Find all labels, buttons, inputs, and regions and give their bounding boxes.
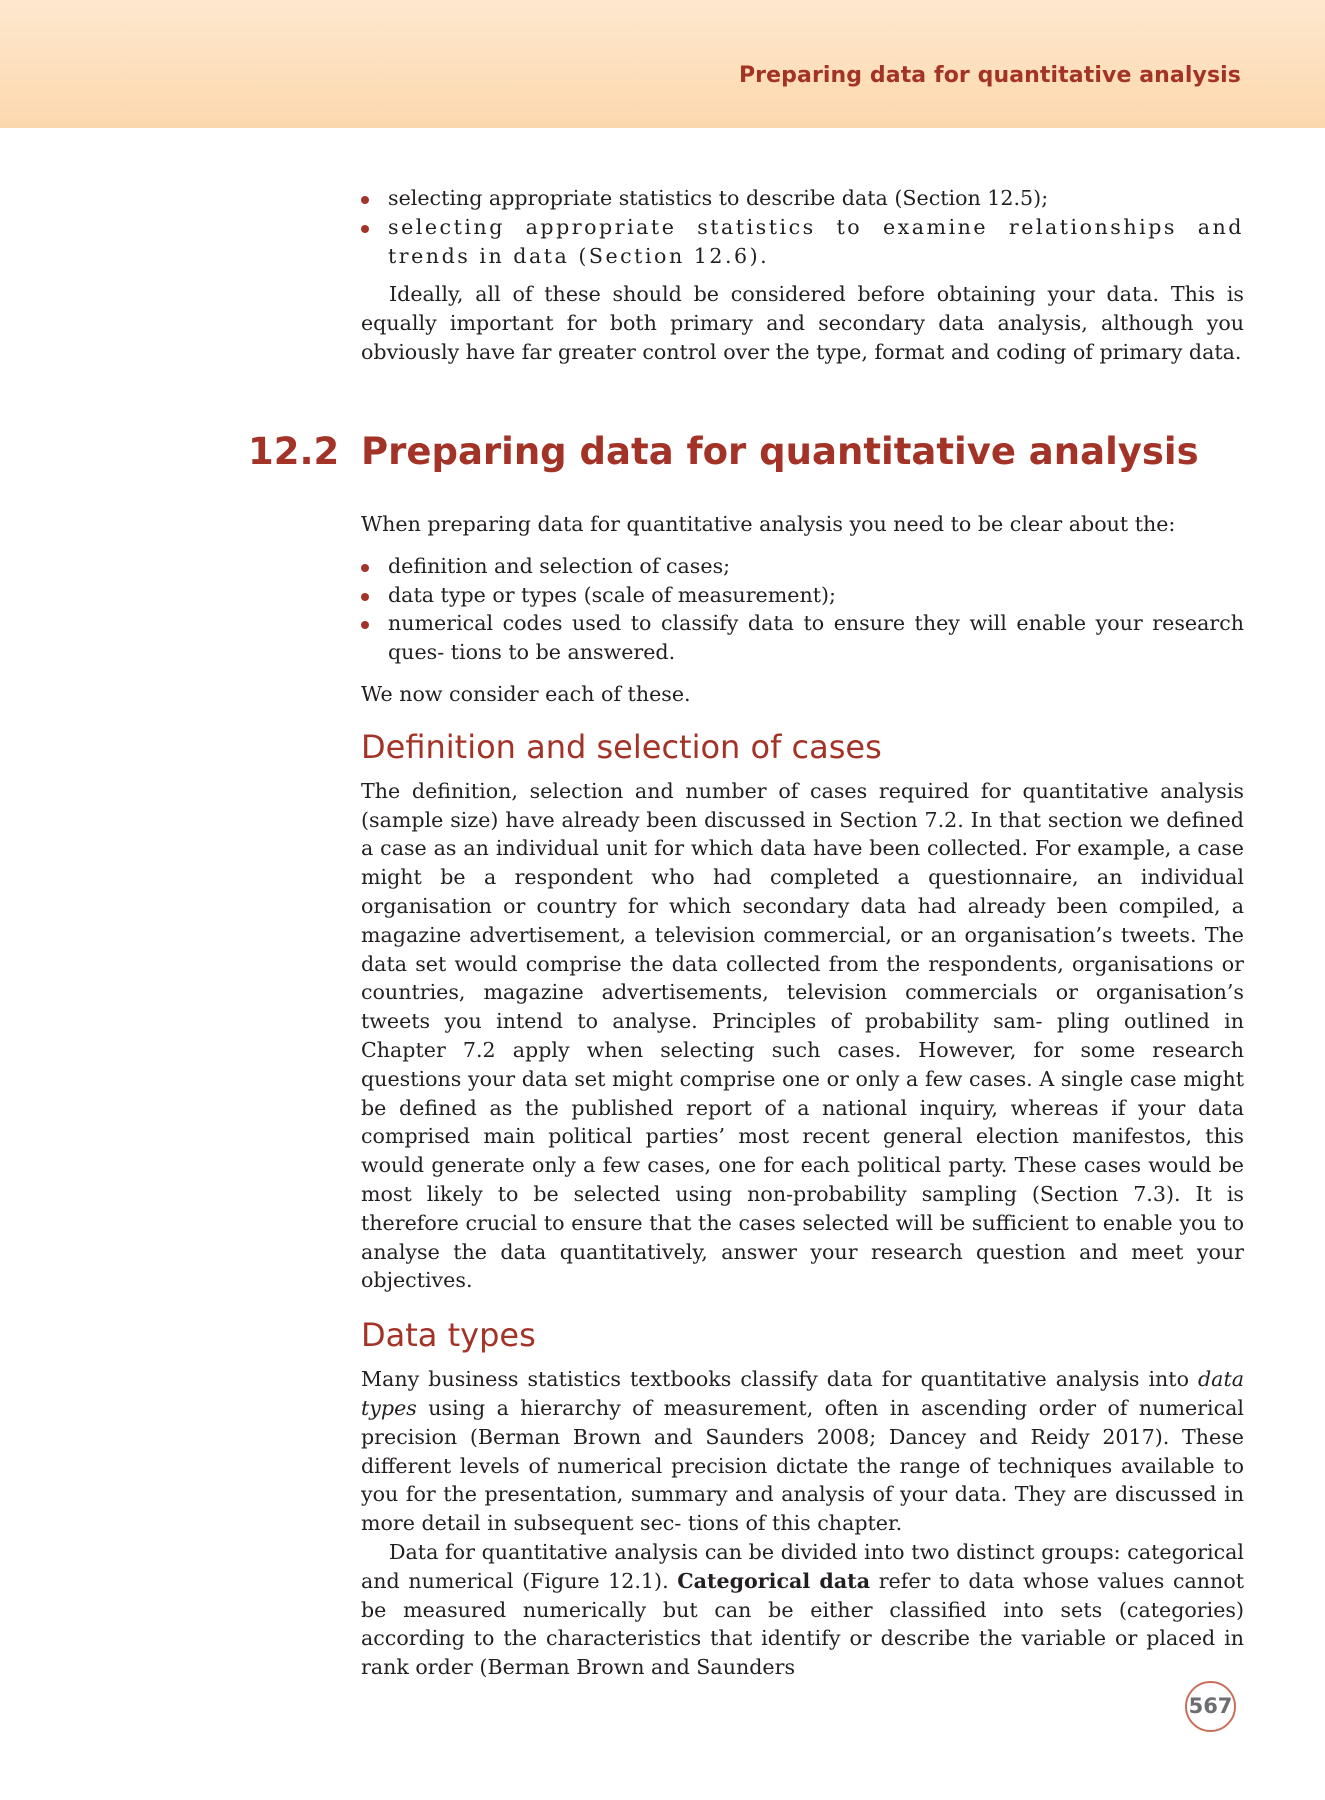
- emphasis-term: data types: [361, 1367, 1244, 1420]
- list-item-text: definition and selection of cases;: [388, 553, 731, 578]
- bullet-dot-icon: [361, 593, 369, 601]
- list-item: [361, 213, 1244, 271]
- subheading-data-types: Data types: [361, 1316, 536, 1355]
- definition-paragraph: The definition, selection and number of cases required for quantitative analysis (sample size) have already been discussed in Section 7.2. In that section we defined a case as an individual unit for which data have been collected. For example, a case might be a respondent who had completed a questionnaire, an individual organisation or country for which secondary data had already been compiled, a magazine advertisement, a television commercial, or an organisation’s tweets. The data set would comprise the data collected from the respondents, organisations or countries, magazine advertisements, television commercials or organisation’s tweets you intend to analyse. Principles of probability sam- pling outlined in Chapter 7.2 apply when selecting such cases. However, for some research questions your data set might comprise one or only a few cases. A single case might be defined as the published report of a national inquiry, whereas if your data comprised main political parties’ most recent general election manifestos, this would generate only a few cases, one for each political party. These cases would be most likely to be selected using non-probability sampling (Section 7.3). It is therefore crucial to ensure that the cases selected will be sufficient to enable you to analyse the data quantitatively, answer your research question and meet your objectives.: [361, 778, 1244, 1293]
- running-head: Preparing data for quantitative analysis: [738, 63, 1241, 88]
- section-number: 12.2: [248, 430, 340, 473]
- page-number: 567: [1185, 1681, 1236, 1732]
- key-term: Categorical data: [677, 1568, 871, 1593]
- list-item-text: selecting appropriate statistics to examine relationships and trends in data (Section 12.6).: [388, 214, 1244, 268]
- section-bullet-list: [361, 552, 1244, 667]
- text-run: Data for quantitative analysis can be divided into two distinct groups: categorical and numerical (Figure 12.1).: [361, 1539, 1244, 1593]
- data-types-paragraph-1: [361, 1365, 1244, 1538]
- list-item: [361, 184, 1244, 213]
- text-run: Many business statistics textbooks classify data for quantitative analysis into: [361, 1367, 1198, 1392]
- bullet-dot-icon: [361, 196, 369, 204]
- list-item: [361, 581, 1244, 610]
- bullet-dot-icon: [361, 564, 369, 572]
- list-item-text: data type or types (scale of measurement);: [388, 582, 836, 607]
- text-run: refer to data whose values cannot be measured numerically but can be either classified into sets (categories) according to the characteristics that identify or describe the variable or placed in rank order (Berman Brown and Saunders: [361, 1568, 1244, 1680]
- section-heading: [248, 430, 1248, 473]
- section-body: [361, 510, 1244, 1682]
- subheading-definition: Definition and selection of cases: [361, 727, 882, 766]
- intro-paragraph: Ideally, all of these should be considered before obtaining your data. This is equally important for both primary and secondary data analysis, although you obviously have far greater control over the type, format and coding of primary data.: [361, 282, 1244, 364]
- bullet-dot-icon: [361, 621, 369, 629]
- section-title: Preparing data for quantitative analysis: [361, 430, 1199, 473]
- list-item: [361, 552, 1244, 581]
- section-lead: When preparing data for quantitative analysis you need to be clear about the:: [361, 512, 1176, 536]
- list-item-text: numerical codes used to classify data to ensure they will enable your research ques- tions to be answered.: [388, 611, 1244, 665]
- text-run: using a hierarchy of measurement, often in ascending order of numerical precision (Berman Brown and Saunders 2008; Dancey and Reidy 2017). These different levels of numerical precision dictate the range of techniques available to you for the presentation, summary and analysis of your data. They are discussed in more detail in subsequent sec- tions of this chapter.: [361, 1395, 1244, 1536]
- section-closing: We now consider each of these.: [361, 681, 691, 706]
- bullet-dot-icon: [361, 225, 369, 233]
- list-item-text: selecting appropriate statistics to describe data (Section 12.5);: [388, 186, 1049, 210]
- intro-block: [361, 184, 1244, 367]
- intro-bullet-list: [361, 184, 1244, 270]
- data-types-paragraph-2: [361, 1538, 1244, 1682]
- list-item: [361, 609, 1244, 667]
